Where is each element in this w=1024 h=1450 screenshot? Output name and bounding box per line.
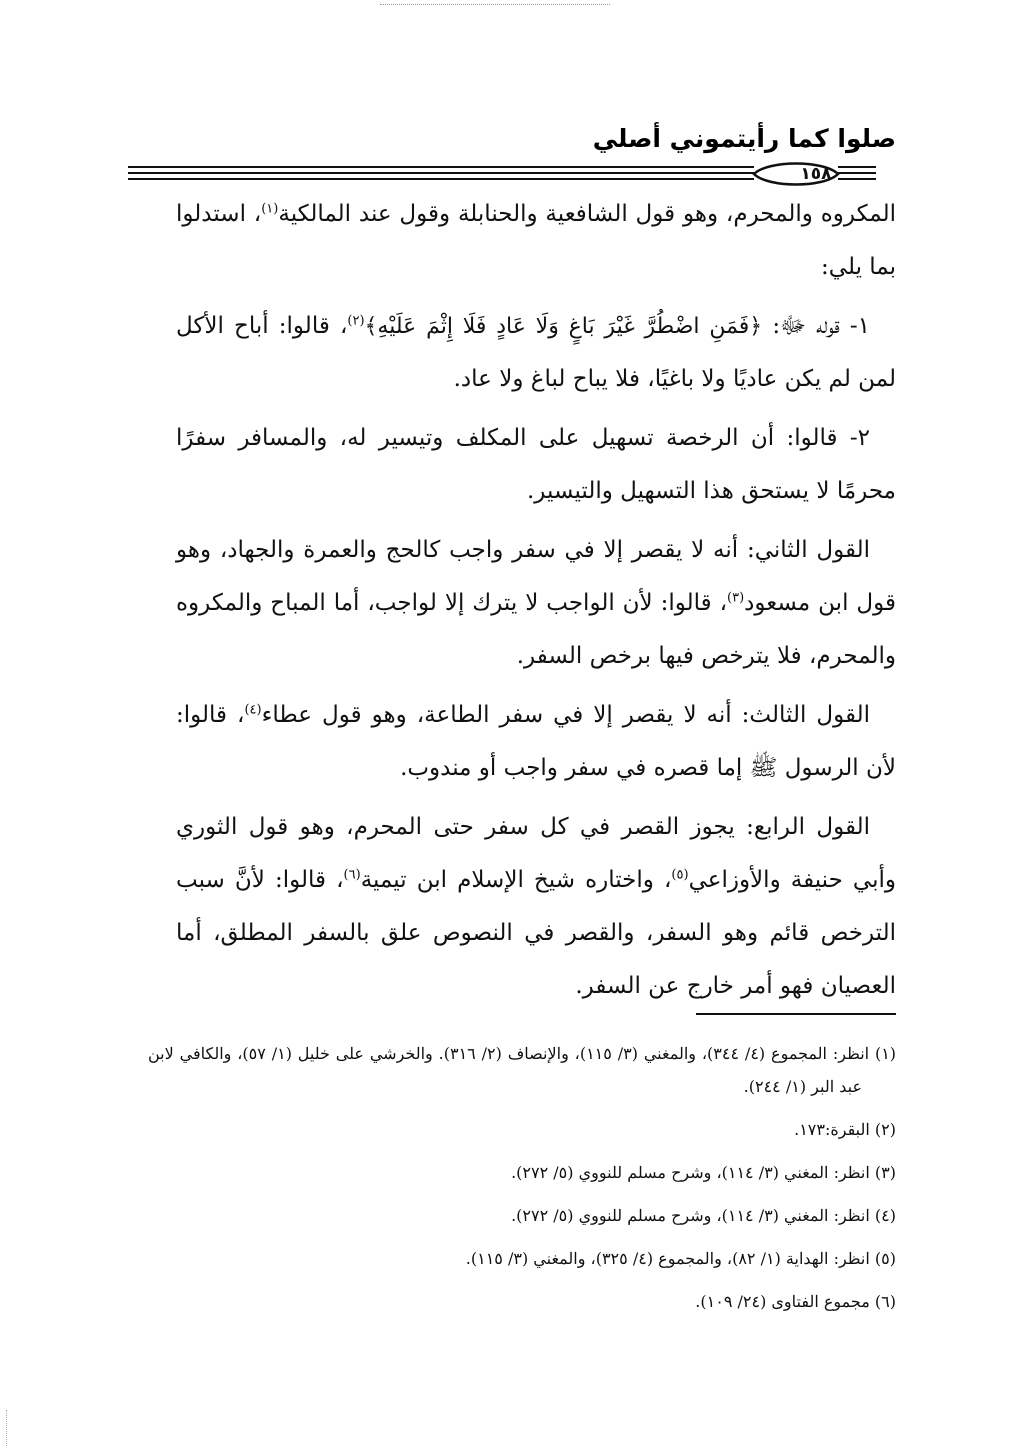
header-ornament-rule xyxy=(128,160,876,188)
paragraph-third-opinion xyxy=(176,689,896,795)
paragraph-text: المكروه والمحرم، وهو قول الشافعية والحنابلة وقول عند المالكية xyxy=(278,201,896,227)
footnote-item: (٦) مجموع الفتاوى (٢٤/ ١٠٩). xyxy=(695,1292,896,1311)
page-number: ١٥٨ xyxy=(800,164,832,184)
footnote-ref: (٤) xyxy=(244,702,262,718)
paragraph-text: ، استدلوا بما يلي: xyxy=(176,201,896,280)
paragraph-text: ١- قوله ﷻ: xyxy=(762,313,870,339)
main-text xyxy=(176,188,896,1019)
paragraph-second-opinion xyxy=(176,524,896,683)
quran-verse: ﴿فَمَنِ اضْطُرَّ غَيْرَ بَاغٍ وَلَا عَادٍ فَلَا إِثْمَ عَلَيْهِ﴾ xyxy=(364,314,763,339)
paragraph-text: القول الثاني: أنه لا يقصر إلا في سفر واجب كالحج والعمرة والجهاد، وهو قول ابن مسعود xyxy=(176,537,896,616)
footnote-ref: (٣) xyxy=(727,590,745,606)
paragraph-evidence-1 xyxy=(176,300,896,406)
footnote-ref: (٥) xyxy=(671,867,689,883)
footnote-separator xyxy=(696,1013,896,1015)
footnotes xyxy=(148,1037,896,1328)
paragraph-text: ، قالوا: أباح الأكل لمن لم يكن عاديًا ولا باغيًا، فلا يباح لباغ ولا عاد. xyxy=(176,313,896,392)
paragraph-text: ، قالوا: لأنَّ سبب الترخص قائم وهو السفر، والقصر في النصوص علق بالسفر المطلق، أما العصيان فهو أمر خارج عن السفر. xyxy=(176,867,896,999)
footnote-item: (٢) البقرة:١٧٣. xyxy=(794,1120,896,1139)
top-scan-edge xyxy=(380,4,610,5)
scan-edge-mark xyxy=(6,1410,11,1446)
paragraph-text: ، قالوا: لأن الواجب لا يترك إلا لواجب، أما المباح والمكروه والمحرم، فلا يترخص فيها برخص السفر. xyxy=(176,590,896,669)
running-head-title: صلوا كما رأيتموني أصلي xyxy=(592,124,896,153)
paragraph-intro xyxy=(176,188,896,294)
footnote-ref: (٢) xyxy=(347,313,365,329)
footnote-ref: (١) xyxy=(261,201,279,217)
footnote-item: (٣) انظر: المغني (٣/ ١١٤)، وشرح مسلم للنووي (٥/ ٢٧٢). xyxy=(511,1163,896,1182)
paragraph-evidence-2: ٢- قالوا: أن الرخصة تسهيل على المكلف وتيسير له، والمسافر سفرًا محرمًا لا يستحق هذا التسهيل والتيسير. xyxy=(176,425,896,504)
footnote-item: (١) انظر: المجموع (٤/ ٣٤٤)، والمغني (٣/ ١١٥)، والإنصاف (٢/ ٣١٦). والخرشي على خليل (١/ ٥٧)، والكافي لابن عبد البر (١/ ٢٤٤). xyxy=(148,1044,897,1096)
paragraph-fourth-opinion xyxy=(176,801,896,1013)
paragraph-text: القول الثالث: أنه لا يقصر إلا في سفر الطاعة، وهو قول عطاء xyxy=(261,702,870,728)
paragraph-text: القول الرابع: يجوز القصر في كل سفر حتى المحرم، وهو قول الثوري وأبي حنيفة والأوزاعي xyxy=(176,814,896,893)
footnote-item: (٤) انظر: المغني (٣/ ١١٤)، وشرح مسلم للنووي (٥/ ٢٧٢). xyxy=(511,1206,896,1225)
footnote-item: (٥) انظر: الهداية (١/ ٨٢)، والمجموع (٤/ ٣٢٥)، والمغني (٣/ ١١٥). xyxy=(465,1249,896,1268)
footnote-ref: (٦) xyxy=(343,867,361,883)
paragraph-text: ، قالوا: لأن الرسول ﷺ إما قصره في سفر واجب أو مندوب. xyxy=(176,702,896,781)
paragraph-text: ، واختاره شيخ الإسلام ابن تيمية xyxy=(360,867,672,893)
